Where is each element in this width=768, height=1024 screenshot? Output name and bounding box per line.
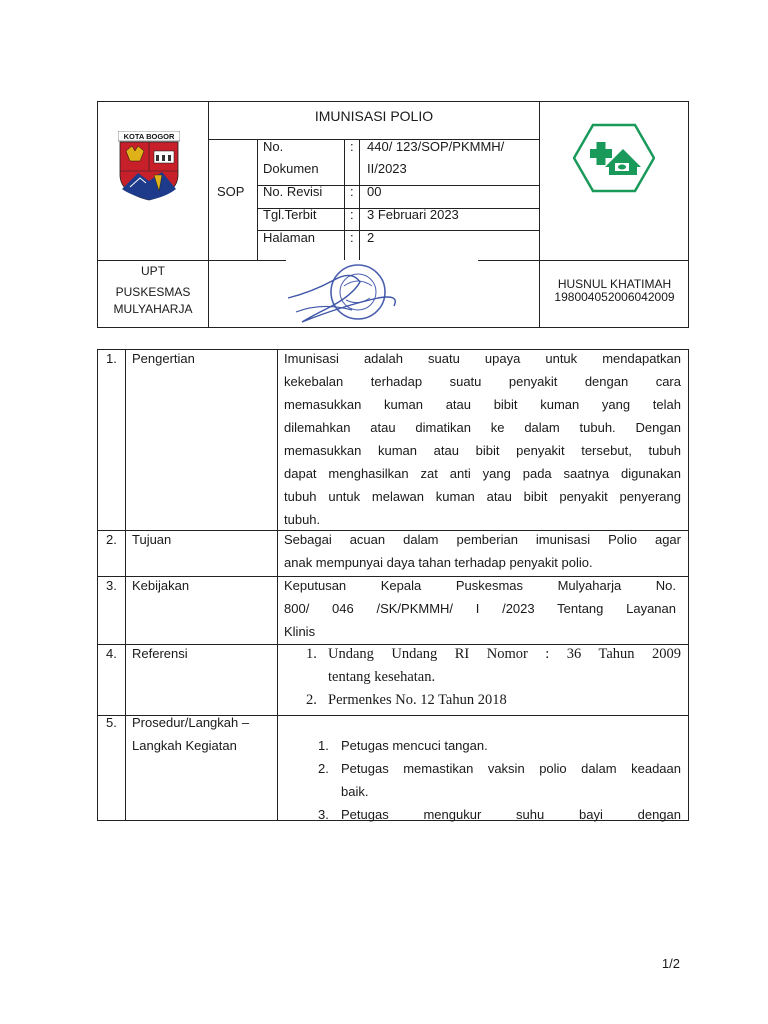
text-line: Petugas mencuci tangan. (341, 738, 488, 753)
row-title-prosedur-1: Prosedur/Langkah – (132, 715, 250, 730)
field-label-no-revisi: No. Revisi (263, 184, 323, 199)
field-value-tgl-terbit: 3 Februari 2023 (367, 207, 459, 222)
referensi-list (306, 643, 681, 712)
puskesmas-logo (573, 123, 655, 193)
list-number: 2. (306, 692, 317, 708)
row-number: 1. (106, 351, 117, 366)
field-value-no-dokumen-1: 440/ 123/SOP/PKMMH/ (367, 139, 505, 154)
field-colon: : (350, 207, 354, 222)
text-line: memasukkan kuman atau bibit penyakit tersebut, tubuh (284, 443, 681, 458)
row-number: 2. (106, 532, 117, 547)
text-line: tubuh. (284, 512, 321, 527)
field-colon: : (350, 230, 354, 245)
field-label-no-dokumen-1: No. (263, 139, 284, 154)
text-line: Klinis (284, 624, 316, 639)
field-label-halaman: Halaman (263, 230, 316, 245)
text-line: 800/ 046 /SK/PKMMH/ I /2023 Tentang Layanan (284, 601, 676, 616)
sop-label: SOP (217, 184, 245, 199)
list-number: 1. (306, 646, 317, 662)
field-value-halaman: 2 (367, 230, 375, 245)
list-item (306, 689, 681, 712)
field-colon: : (350, 139, 354, 154)
list-item (306, 643, 681, 689)
field-label-tgl-terbit: Tgl.Terbit (263, 207, 317, 222)
org-line-upt: UPT (141, 264, 165, 278)
row-number: 3. (106, 578, 117, 593)
text-line: Keputusan Kepala Puskesmas Mulyaharja No. (284, 578, 676, 593)
text-line: anak mempunyai daya tahan terhadap penyakit polio. (284, 555, 593, 570)
text-line: baik. (341, 784, 369, 799)
org-line-puskesmas: PUSKESMAS (115, 285, 191, 299)
row-title-pengertian: Pengertian (132, 351, 195, 366)
kota-bogor-logo (118, 131, 180, 201)
org-line-mulyaharja: MULYAHARJA (113, 302, 193, 316)
list-item (318, 734, 681, 757)
text-line: Sebagai acuan dalam pemberian imunisasi Polio agar (284, 532, 681, 547)
list-number: 3. (318, 807, 329, 822)
text-line: tentang kesehatan. (328, 669, 436, 685)
row-title-kebijakan: Kebijakan (132, 578, 190, 593)
pengertian-text (284, 347, 681, 531)
document-title: IMUNISASI POLIO (314, 108, 434, 124)
list-number: 1. (318, 738, 329, 753)
svg-text:KOTA BOGOR: KOTA BOGOR (123, 132, 175, 141)
row-number: 4. (106, 646, 117, 661)
text-line: dilemahkan atau dimatikan ke dalam tubuh. Dengan (284, 420, 681, 435)
row-title-prosedur-2: Langkah Kegiatan (132, 738, 237, 753)
signer-name: HUSNUL KHATIMAH (557, 277, 672, 291)
list-item (318, 803, 681, 826)
field-label-no-dokumen-2: Dokumen (263, 161, 319, 176)
field-colon: : (350, 184, 354, 199)
field-value-no-dokumen-2: II/2023 (367, 161, 407, 176)
text-line: memasukkan kuman atau bibit kuman yang telah (284, 397, 681, 412)
row-title-referensi: Referensi (132, 646, 188, 661)
kebijakan-text (284, 574, 676, 643)
signer-id: 198004052006042009 (554, 290, 675, 304)
text-line: Petugas memastikan vaksin polio dalam keadaan (341, 761, 681, 776)
text-line: tubuh untuk melawan kuman atau bibit penyakit penyerang (284, 489, 681, 504)
list-number: 2. (318, 761, 329, 776)
row-number: 5. (106, 715, 117, 730)
text-line: Imunisasi adalah suatu upaya untuk mendapatkan (284, 351, 681, 366)
tujuan-text (284, 528, 681, 574)
text-line: dapat menghasilkan zat anti yang pada saatnya digunakan (284, 466, 681, 481)
text-line: Petugas mengukur suhu bayi dengan (341, 807, 681, 822)
page-number: 1/2 (661, 956, 680, 971)
prosedur-list (318, 734, 681, 826)
text-line: kekebalan terhadap suatu penyakit dengan cara (284, 374, 681, 389)
list-item (318, 757, 681, 803)
field-value-no-revisi: 00 (367, 184, 382, 199)
row-title-tujuan: Tujuan (132, 532, 172, 547)
text-line: Permenkes No. 12 Tahun 2018 (328, 692, 507, 708)
text-line: Undang Undang RI Nomor : 36 Tahun 2009 (328, 646, 681, 662)
